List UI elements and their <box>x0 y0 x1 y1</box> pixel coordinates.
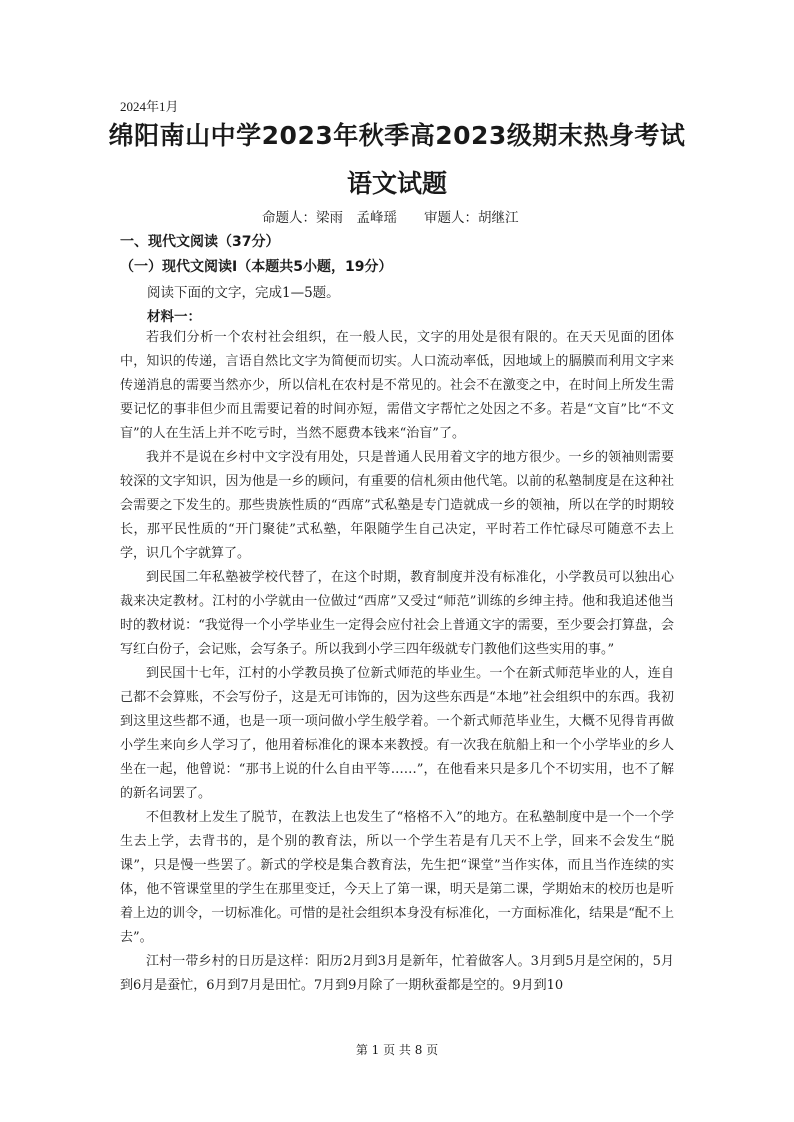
material-label: 材料一： <box>147 309 201 325</box>
exam-date: 2024年1月 <box>120 99 179 114</box>
passage-paragraph: 不但教材上发生了脱节，在教法上也发生了“格格不入”的地方。在私塾制度中是一个一个学生去上学，去背书的，是个别的教育法，所以一个学生若是有几天不上学，回来不会发生“脱课”，只是慢一些罢了。新式的学校是集合教育法，先生把“课堂”当作实体，而且当作连续的实体，他不管课堂里的学生在那里变迁，今天上了第一课，明天是第二课，学期始末的校历也是听着上边的训令，一切标准化。可惜的是社会组织本身没有标准化，一方面标准化，结果是“配不上去”。 <box>120 810 674 945</box>
exam-authors: 命题人：梁雨 孟峰瑶 审题人：胡继江 <box>262 210 519 226</box>
exam-title: 绵阳南山中学2023年秋季高2023级期末热身考试 <box>108 121 686 150</box>
reading-instruction: 阅读下面的文字，完成1—5题。 <box>147 285 340 301</box>
subsection-heading: （一）现代文阅读Ⅰ（本题共5小题，19分） <box>120 259 393 275</box>
passage-paragraph: 到民国十七年，江村的小学教员换了位新式师范的毕业生。一个在新式师范毕业的人，连自己都不会算账，不会写份子，这是无可讳饰的，因为这些东西是“本地”社会组织中的东西。我初到这里这些都不通，也是一项一项问做小学生般学着。一个新式师范毕业生，大概不见得肯再做小学生来向乡人学习了，他用着标准化的课本来教授。有一次我在航船上和一个小学毕业的乡人坐在一起，他曾说：“那书上说的什么自由平等……”，在他看来只是多几个不切实用，也不了解的新名词罢了。 <box>120 666 674 801</box>
passage-paragraph: 我并不是说在乡村中文字没有用处，只是普通人民用着文字的地方很少。一乡的领袖则需要较深的文字知识，因为他是一乡的顾问，有重要的信札须由他代笔。以前的私塾制度是在这种社会需要之下发生的。那些贵族性质的“西席”式私塾是专门造就成一乡的领袖，所以在学的时期较长，那平民性质的“开门聚徒”式私塾，年限随学生自己决定，平时若工作忙碌尽可随意不去上学，识几个字就算了。 <box>120 450 674 561</box>
section-heading: 一、现代文阅读（37分） <box>120 234 280 250</box>
page-footer: 第 1 页 共 8 页 <box>355 1043 439 1057</box>
exam-subtitle: 语文试题 <box>346 169 447 198</box>
passage-paragraph: 江村一带乡村的日历是这样：阳历2月到3月是新年，忙着做客人。3月到5月是空闲的，5月到6月是蚕忙，6月到7月是田忙。7月到9月除了一期秋蚕都是空的。9月到10 <box>120 954 674 993</box>
passage-paragraph: 到民国二年私塾被学校代替了，在这个时期，教育制度并没有标准化，小学教员可以独出心裁来决定教材。江村的小学就由一位做过“西席”又受过“师范”训练的乡绅主持。他和我追述他当时的教材说：“我觉得一个小学毕业生一定得会应付社会上普通文字的需要，至少要会打算盘，会写红白份子，会记账，会写条子。所以我到小学三四年级就专门教他们这些实用的事。” <box>120 570 674 657</box>
passage-body <box>120 326 674 998</box>
passage-paragraph: 若我们分析一个农村社会组织，在一般人民，文字的用处是很有限的。在天天见面的团体中，知识的传递，言语自然比文字为简便而切实。人口流动率低，因地域上的膈膜而利用文字来传递消息的需要当然亦少，所以信札在农村是不常见的。社会不在激变之中，在时间上所发生需要记忆的事非但少而且需要记着的时间亦短，需借文字帮忙之处因之不多。若是“文盲”比“不文盲”的人在生活上并不吃亏时，当然不愿费本钱来“治盲”了。 <box>120 330 674 441</box>
